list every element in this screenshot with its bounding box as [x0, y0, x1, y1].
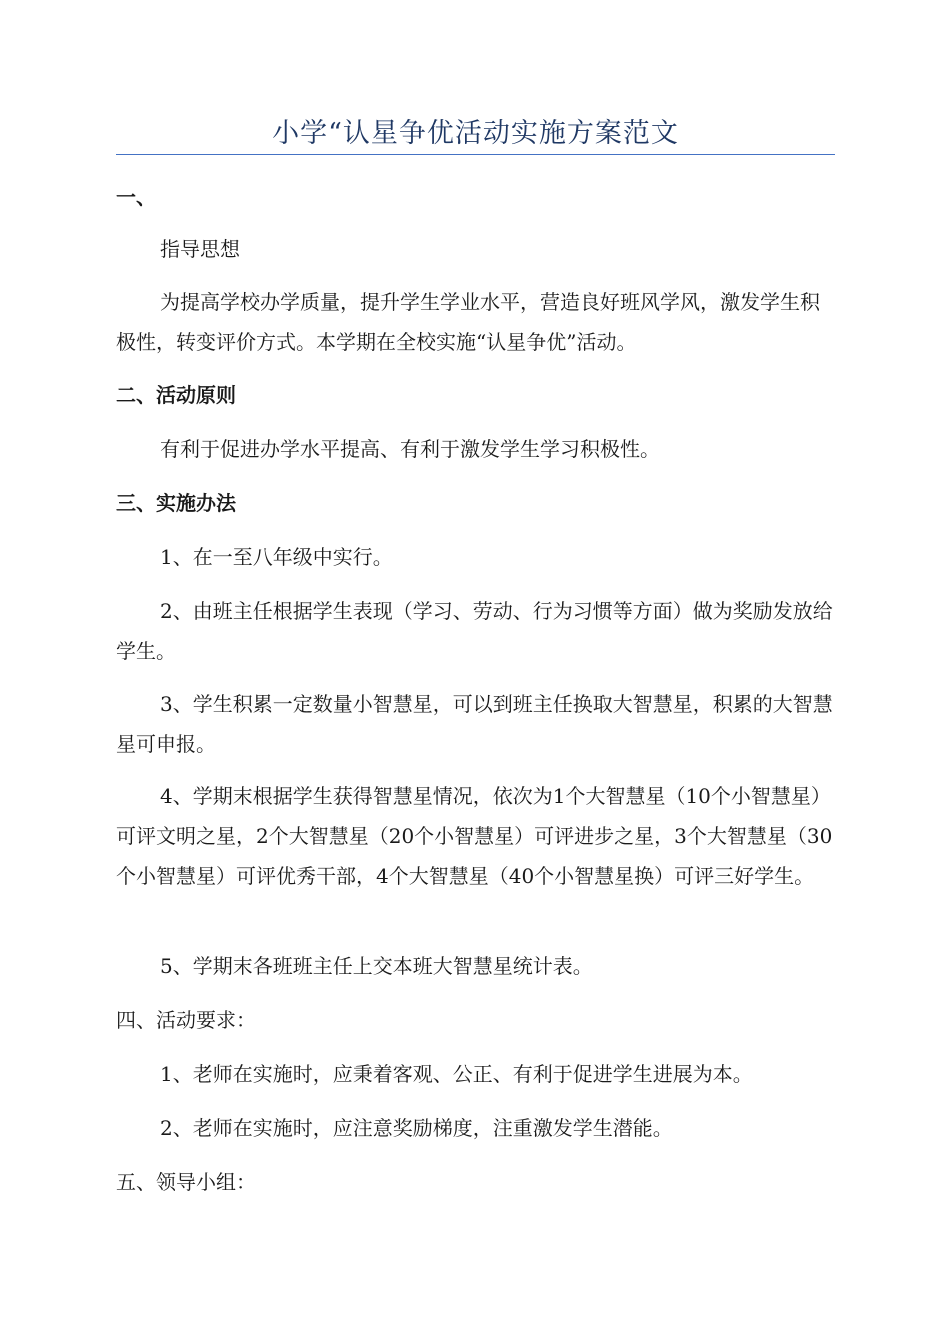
section-2-heading: 二、活动原则: [116, 383, 236, 407]
section-3-item-5: 5、学期末各班班主任上交本班大智慧星统计表。: [160, 954, 593, 978]
section-3-heading: 三、实施办法: [116, 491, 236, 515]
section-4-item-2: 2、老师在实施时，应注意奖励梯度，注重激发学生潜能。: [160, 1116, 673, 1140]
section-5-heading: 五、领导小组：: [116, 1170, 256, 1194]
section-3-item-3: 3、学生积累一定数量小智慧星，可以到班主任换取大智慧星，积累的大智慧星可申报。: [116, 692, 833, 756]
section-2-paragraph: 有利于促进办学水平提高、有利于激发学生学习积极性。: [160, 437, 660, 461]
title-underline: [116, 154, 835, 155]
section-3-item-2: 2、由班主任根据学生表现（学习、劳动、行为习惯等方面）做为奖励发放给学生。: [116, 599, 833, 663]
section-1-subheading: 指导思想: [160, 237, 240, 261]
document-title: 小学“认星争优活动实施方案范文: [272, 118, 679, 149]
section-1-heading: 一、: [116, 185, 156, 209]
section-4-item-1: 1、老师在实施时，应秉着客观、公正、有利于促进学生进展为本。: [160, 1062, 753, 1086]
section-4-heading: 四、活动要求：: [116, 1008, 256, 1032]
section-1-paragraph: 为提高学校办学质量，提升学生学业水平，营造良好班风学风，激发学生积极性，转变评价方式。本学期在全校实施“认星争优”活动。: [116, 290, 820, 354]
section-3-item-1: 1、在一至八年级中实行。: [160, 545, 393, 569]
section-3-item-4: 4、学期末根据学生获得智慧星情况，依次为1个大智慧星（10个小智慧星）可评文明之星，2个大智慧星（20个小智慧星）可评进步之星，3个大智慧星（30个小智慧星）可评优秀干部，4个大智慧星（40个小智慧星换）可评三好学生。: [116, 784, 833, 888]
